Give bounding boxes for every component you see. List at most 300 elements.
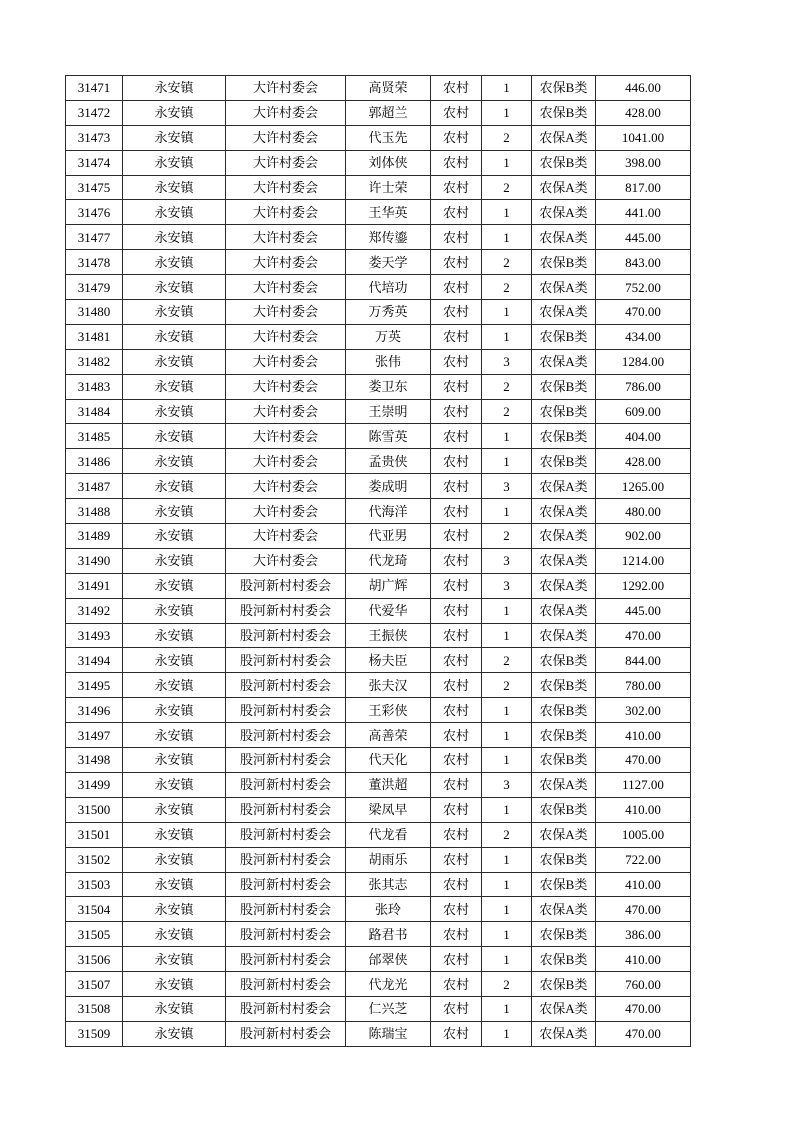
cell-category: 农保B类 bbox=[532, 947, 596, 972]
table-row bbox=[66, 449, 691, 474]
cell-category: 农保B类 bbox=[532, 324, 596, 349]
cell-amount: 1214.00 bbox=[596, 548, 691, 573]
cell-name: 胡广辉 bbox=[346, 573, 431, 598]
cell-name: 代玉先 bbox=[346, 125, 431, 150]
cell-id: 31487 bbox=[66, 474, 123, 499]
cell-id: 31481 bbox=[66, 324, 123, 349]
cell-village: 大许村委会 bbox=[226, 250, 346, 275]
cell-village: 大许村委会 bbox=[226, 324, 346, 349]
cell-count: 1 bbox=[482, 947, 532, 972]
cell-name: 代龙琦 bbox=[346, 548, 431, 573]
cell-town: 永安镇 bbox=[123, 996, 226, 1021]
cell-count: 1 bbox=[482, 872, 532, 897]
table-row bbox=[66, 922, 691, 947]
table-row bbox=[66, 972, 691, 997]
cell-name: 王彩侠 bbox=[346, 698, 431, 723]
table-row bbox=[66, 125, 691, 150]
cell-amount: 1284.00 bbox=[596, 349, 691, 374]
table-row bbox=[66, 424, 691, 449]
cell-category: 农保B类 bbox=[532, 424, 596, 449]
cell-name: 董洪超 bbox=[346, 772, 431, 797]
cell-village: 大许村委会 bbox=[226, 424, 346, 449]
cell-name: 王振侠 bbox=[346, 623, 431, 648]
cell-count: 1 bbox=[482, 698, 532, 723]
cell-name: 郑传鎏 bbox=[346, 225, 431, 250]
table-row bbox=[66, 598, 691, 623]
cell-amount: 410.00 bbox=[596, 797, 691, 822]
cell-type: 农村 bbox=[431, 748, 482, 773]
cell-town: 永安镇 bbox=[123, 200, 226, 225]
cell-amount: 386.00 bbox=[596, 922, 691, 947]
table-row bbox=[66, 947, 691, 972]
cell-town: 永安镇 bbox=[123, 424, 226, 449]
cell-type: 农村 bbox=[431, 100, 482, 125]
cell-name: 胡雨乐 bbox=[346, 847, 431, 872]
cell-amount: 470.00 bbox=[596, 748, 691, 773]
table-row bbox=[66, 275, 691, 300]
cell-amount: 844.00 bbox=[596, 648, 691, 673]
table-row bbox=[66, 648, 691, 673]
cell-town: 永安镇 bbox=[123, 399, 226, 424]
table-row bbox=[66, 76, 691, 101]
cell-village: 大许村委会 bbox=[226, 125, 346, 150]
cell-count: 2 bbox=[482, 822, 532, 847]
cell-amount: 609.00 bbox=[596, 399, 691, 424]
cell-id: 31482 bbox=[66, 349, 123, 374]
cell-id: 31492 bbox=[66, 598, 123, 623]
cell-count: 2 bbox=[482, 399, 532, 424]
cell-village: 大许村委会 bbox=[226, 474, 346, 499]
cell-id: 31493 bbox=[66, 623, 123, 648]
cell-name: 高善荣 bbox=[346, 723, 431, 748]
cell-count: 1 bbox=[482, 797, 532, 822]
cell-category: 农保A类 bbox=[532, 474, 596, 499]
cell-town: 永安镇 bbox=[123, 324, 226, 349]
cell-village: 大许村委会 bbox=[226, 300, 346, 325]
cell-category: 农保A类 bbox=[532, 573, 596, 598]
cell-village: 大许村委会 bbox=[226, 225, 346, 250]
cell-count: 1 bbox=[482, 424, 532, 449]
cell-amount: 760.00 bbox=[596, 972, 691, 997]
table-row bbox=[66, 1021, 691, 1046]
cell-count: 1 bbox=[482, 300, 532, 325]
cell-name: 张夫汉 bbox=[346, 673, 431, 698]
cell-name: 陈雪英 bbox=[346, 424, 431, 449]
cell-id: 31486 bbox=[66, 449, 123, 474]
cell-id: 31474 bbox=[66, 150, 123, 175]
cell-count: 2 bbox=[482, 175, 532, 200]
cell-id: 31499 bbox=[66, 772, 123, 797]
cell-town: 永安镇 bbox=[123, 175, 226, 200]
cell-category: 农保A类 bbox=[532, 349, 596, 374]
cell-count: 2 bbox=[482, 673, 532, 698]
cell-amount: 446.00 bbox=[596, 76, 691, 101]
cell-type: 农村 bbox=[431, 598, 482, 623]
cell-category: 农保B类 bbox=[532, 972, 596, 997]
cell-count: 1 bbox=[482, 449, 532, 474]
cell-category: 农保A类 bbox=[532, 200, 596, 225]
cell-count: 1 bbox=[482, 76, 532, 101]
cell-town: 永安镇 bbox=[123, 125, 226, 150]
cell-amount: 780.00 bbox=[596, 673, 691, 698]
cell-village: 股河新村村委会 bbox=[226, 673, 346, 698]
cell-amount: 786.00 bbox=[596, 374, 691, 399]
cell-amount: 428.00 bbox=[596, 100, 691, 125]
cell-amount: 404.00 bbox=[596, 424, 691, 449]
cell-count: 1 bbox=[482, 200, 532, 225]
cell-category: 农保B类 bbox=[532, 723, 596, 748]
table-row bbox=[66, 897, 691, 922]
cell-name: 张其志 bbox=[346, 872, 431, 897]
cell-name: 孟贵侠 bbox=[346, 449, 431, 474]
cell-name: 高贤荣 bbox=[346, 76, 431, 101]
cell-category: 农保A类 bbox=[532, 125, 596, 150]
cell-id: 31501 bbox=[66, 822, 123, 847]
cell-name: 代培功 bbox=[346, 275, 431, 300]
cell-village: 大许村委会 bbox=[226, 399, 346, 424]
table-row bbox=[66, 623, 691, 648]
table-row bbox=[66, 548, 691, 573]
cell-amount: 441.00 bbox=[596, 200, 691, 225]
table-row bbox=[66, 474, 691, 499]
cell-village: 大许村委会 bbox=[226, 100, 346, 125]
cell-type: 农村 bbox=[431, 723, 482, 748]
cell-count: 2 bbox=[482, 374, 532, 399]
cell-name: 王华英 bbox=[346, 200, 431, 225]
table-row bbox=[66, 748, 691, 773]
cell-count: 1 bbox=[482, 1021, 532, 1046]
cell-town: 永安镇 bbox=[123, 623, 226, 648]
cell-id: 31491 bbox=[66, 573, 123, 598]
cell-type: 农村 bbox=[431, 300, 482, 325]
cell-id: 31477 bbox=[66, 225, 123, 250]
cell-id: 31497 bbox=[66, 723, 123, 748]
cell-id: 31505 bbox=[66, 922, 123, 947]
cell-name: 代爱华 bbox=[346, 598, 431, 623]
cell-type: 农村 bbox=[431, 922, 482, 947]
cell-count: 1 bbox=[482, 723, 532, 748]
cell-town: 永安镇 bbox=[123, 548, 226, 573]
cell-type: 农村 bbox=[431, 822, 482, 847]
cell-type: 农村 bbox=[431, 225, 482, 250]
cell-count: 3 bbox=[482, 573, 532, 598]
cell-name: 邰翠侠 bbox=[346, 947, 431, 972]
cell-town: 永安镇 bbox=[123, 449, 226, 474]
cell-category: 农保A类 bbox=[532, 275, 596, 300]
cell-town: 永安镇 bbox=[123, 723, 226, 748]
cell-village: 股河新村村委会 bbox=[226, 847, 346, 872]
table-row bbox=[66, 847, 691, 872]
cell-id: 31484 bbox=[66, 399, 123, 424]
cell-village: 大许村委会 bbox=[226, 275, 346, 300]
cell-id: 31479 bbox=[66, 275, 123, 300]
cell-count: 1 bbox=[482, 225, 532, 250]
cell-amount: 722.00 bbox=[596, 847, 691, 872]
cell-id: 31502 bbox=[66, 847, 123, 872]
cell-name: 代天化 bbox=[346, 748, 431, 773]
cell-name: 杨夫臣 bbox=[346, 648, 431, 673]
cell-id: 31475 bbox=[66, 175, 123, 200]
cell-type: 农村 bbox=[431, 772, 482, 797]
table-row bbox=[66, 374, 691, 399]
table-row bbox=[66, 225, 691, 250]
cell-village: 股河新村村委会 bbox=[226, 996, 346, 1021]
cell-village: 大许村委会 bbox=[226, 349, 346, 374]
cell-type: 农村 bbox=[431, 673, 482, 698]
cell-town: 永安镇 bbox=[123, 972, 226, 997]
cell-id: 31508 bbox=[66, 996, 123, 1021]
cell-town: 永安镇 bbox=[123, 822, 226, 847]
cell-type: 农村 bbox=[431, 947, 482, 972]
cell-count: 2 bbox=[482, 972, 532, 997]
cell-category: 农保B类 bbox=[532, 150, 596, 175]
cell-id: 31503 bbox=[66, 872, 123, 897]
cell-village: 股河新村村委会 bbox=[226, 897, 346, 922]
cell-town: 永安镇 bbox=[123, 100, 226, 125]
cell-town: 永安镇 bbox=[123, 524, 226, 549]
cell-name: 陈瑞宝 bbox=[346, 1021, 431, 1046]
cell-id: 31490 bbox=[66, 548, 123, 573]
cell-type: 农村 bbox=[431, 573, 482, 598]
cell-id: 31480 bbox=[66, 300, 123, 325]
cell-type: 农村 bbox=[431, 1021, 482, 1046]
table-row bbox=[66, 797, 691, 822]
cell-id: 31473 bbox=[66, 125, 123, 150]
cell-village: 股河新村村委会 bbox=[226, 573, 346, 598]
cell-amount: 843.00 bbox=[596, 250, 691, 275]
cell-amount: 480.00 bbox=[596, 499, 691, 524]
cell-count: 1 bbox=[482, 847, 532, 872]
cell-category: 农保A类 bbox=[532, 548, 596, 573]
cell-amount: 445.00 bbox=[596, 598, 691, 623]
cell-type: 农村 bbox=[431, 349, 482, 374]
cell-count: 2 bbox=[482, 125, 532, 150]
table-row bbox=[66, 250, 691, 275]
cell-village: 大许村委会 bbox=[226, 499, 346, 524]
cell-category: 农保A类 bbox=[532, 598, 596, 623]
cell-town: 永安镇 bbox=[123, 250, 226, 275]
cell-category: 农保B类 bbox=[532, 922, 596, 947]
cell-town: 永安镇 bbox=[123, 1021, 226, 1046]
cell-count: 1 bbox=[482, 499, 532, 524]
table-row bbox=[66, 499, 691, 524]
cell-amount: 410.00 bbox=[596, 947, 691, 972]
table-row bbox=[66, 872, 691, 897]
cell-amount: 470.00 bbox=[596, 1021, 691, 1046]
cell-type: 农村 bbox=[431, 125, 482, 150]
cell-amount: 1292.00 bbox=[596, 573, 691, 598]
cell-town: 永安镇 bbox=[123, 772, 226, 797]
cell-type: 农村 bbox=[431, 897, 482, 922]
cell-id: 31500 bbox=[66, 797, 123, 822]
cell-category: 农保A类 bbox=[532, 996, 596, 1021]
cell-town: 永安镇 bbox=[123, 225, 226, 250]
cell-amount: 428.00 bbox=[596, 449, 691, 474]
table-row bbox=[66, 723, 691, 748]
cell-type: 农村 bbox=[431, 399, 482, 424]
cell-village: 股河新村村委会 bbox=[226, 698, 346, 723]
cell-town: 永安镇 bbox=[123, 673, 226, 698]
cell-category: 农保B类 bbox=[532, 76, 596, 101]
cell-name: 娄成明 bbox=[346, 474, 431, 499]
cell-amount: 410.00 bbox=[596, 723, 691, 748]
cell-category: 农保A类 bbox=[532, 175, 596, 200]
cell-town: 永安镇 bbox=[123, 947, 226, 972]
cell-village: 股河新村村委会 bbox=[226, 972, 346, 997]
cell-name: 娄卫东 bbox=[346, 374, 431, 399]
cell-name: 刘体侠 bbox=[346, 150, 431, 175]
cell-category: 农保A类 bbox=[532, 772, 596, 797]
cell-category: 农保A类 bbox=[532, 524, 596, 549]
cell-amount: 817.00 bbox=[596, 175, 691, 200]
cell-village: 股河新村村委会 bbox=[226, 947, 346, 972]
table-row bbox=[66, 349, 691, 374]
cell-id: 31488 bbox=[66, 499, 123, 524]
cell-village: 股河新村村委会 bbox=[226, 748, 346, 773]
cell-type: 农村 bbox=[431, 847, 482, 872]
cell-count: 1 bbox=[482, 922, 532, 947]
cell-village: 股河新村村委会 bbox=[226, 623, 346, 648]
cell-town: 永安镇 bbox=[123, 922, 226, 947]
cell-count: 1 bbox=[482, 996, 532, 1021]
cell-type: 农村 bbox=[431, 474, 482, 499]
cell-count: 1 bbox=[482, 324, 532, 349]
cell-name: 郭超兰 bbox=[346, 100, 431, 125]
cell-type: 农村 bbox=[431, 698, 482, 723]
cell-category: 农保B类 bbox=[532, 374, 596, 399]
cell-count: 2 bbox=[482, 524, 532, 549]
cell-name: 代龙看 bbox=[346, 822, 431, 847]
cell-village: 股河新村村委会 bbox=[226, 723, 346, 748]
cell-type: 农村 bbox=[431, 996, 482, 1021]
cell-id: 31495 bbox=[66, 673, 123, 698]
cell-name: 路君书 bbox=[346, 922, 431, 947]
cell-category: 农保A类 bbox=[532, 623, 596, 648]
cell-type: 农村 bbox=[431, 200, 482, 225]
cell-name: 张伟 bbox=[346, 349, 431, 374]
cell-count: 1 bbox=[482, 897, 532, 922]
cell-id: 31507 bbox=[66, 972, 123, 997]
cell-amount: 470.00 bbox=[596, 300, 691, 325]
cell-type: 农村 bbox=[431, 797, 482, 822]
cell-amount: 752.00 bbox=[596, 275, 691, 300]
cell-type: 农村 bbox=[431, 250, 482, 275]
cell-type: 农村 bbox=[431, 648, 482, 673]
cell-amount: 1041.00 bbox=[596, 125, 691, 150]
table-body bbox=[66, 76, 691, 1047]
cell-count: 3 bbox=[482, 548, 532, 573]
cell-count: 3 bbox=[482, 349, 532, 374]
cell-count: 3 bbox=[482, 772, 532, 797]
cell-category: 农保B类 bbox=[532, 399, 596, 424]
records-table bbox=[65, 75, 691, 1047]
cell-town: 永安镇 bbox=[123, 150, 226, 175]
cell-town: 永安镇 bbox=[123, 698, 226, 723]
cell-count: 2 bbox=[482, 648, 532, 673]
cell-village: 股河新村村委会 bbox=[226, 648, 346, 673]
cell-village: 大许村委会 bbox=[226, 524, 346, 549]
table-row bbox=[66, 324, 691, 349]
cell-id: 31476 bbox=[66, 200, 123, 225]
cell-type: 农村 bbox=[431, 275, 482, 300]
cell-village: 大许村委会 bbox=[226, 374, 346, 399]
cell-category: 农保B类 bbox=[532, 449, 596, 474]
cell-name: 代海洋 bbox=[346, 499, 431, 524]
cell-amount: 470.00 bbox=[596, 623, 691, 648]
cell-count: 1 bbox=[482, 623, 532, 648]
cell-type: 农村 bbox=[431, 175, 482, 200]
cell-name: 王崇明 bbox=[346, 399, 431, 424]
cell-category: 农保A类 bbox=[532, 897, 596, 922]
cell-town: 永安镇 bbox=[123, 573, 226, 598]
cell-name: 代龙光 bbox=[346, 972, 431, 997]
table-row bbox=[66, 772, 691, 797]
cell-amount: 445.00 bbox=[596, 225, 691, 250]
cell-id: 31506 bbox=[66, 947, 123, 972]
cell-amount: 302.00 bbox=[596, 698, 691, 723]
table-row bbox=[66, 399, 691, 424]
table-row bbox=[66, 996, 691, 1021]
cell-town: 永安镇 bbox=[123, 474, 226, 499]
cell-village: 股河新村村委会 bbox=[226, 797, 346, 822]
cell-village: 大许村委会 bbox=[226, 175, 346, 200]
cell-village: 大许村委会 bbox=[226, 200, 346, 225]
cell-village: 大许村委会 bbox=[226, 150, 346, 175]
cell-amount: 410.00 bbox=[596, 872, 691, 897]
cell-count: 1 bbox=[482, 150, 532, 175]
cell-town: 永安镇 bbox=[123, 598, 226, 623]
cell-village: 股河新村村委会 bbox=[226, 822, 346, 847]
cell-town: 永安镇 bbox=[123, 374, 226, 399]
cell-amount: 434.00 bbox=[596, 324, 691, 349]
cell-amount: 1005.00 bbox=[596, 822, 691, 847]
cell-village: 股河新村村委会 bbox=[226, 1021, 346, 1046]
cell-id: 31478 bbox=[66, 250, 123, 275]
cell-village: 大许村委会 bbox=[226, 449, 346, 474]
cell-type: 农村 bbox=[431, 150, 482, 175]
cell-category: 农保A类 bbox=[532, 1021, 596, 1046]
cell-type: 农村 bbox=[431, 374, 482, 399]
cell-town: 永安镇 bbox=[123, 499, 226, 524]
table-row bbox=[66, 300, 691, 325]
table-row bbox=[66, 200, 691, 225]
cell-category: 农保B类 bbox=[532, 748, 596, 773]
cell-name: 娄天学 bbox=[346, 250, 431, 275]
cell-type: 农村 bbox=[431, 623, 482, 648]
cell-category: 农保B类 bbox=[532, 847, 596, 872]
cell-name: 仁兴芝 bbox=[346, 996, 431, 1021]
cell-amount: 1127.00 bbox=[596, 772, 691, 797]
cell-amount: 470.00 bbox=[596, 996, 691, 1021]
cell-id: 31509 bbox=[66, 1021, 123, 1046]
cell-name: 张玲 bbox=[346, 897, 431, 922]
cell-amount: 1265.00 bbox=[596, 474, 691, 499]
cell-town: 永安镇 bbox=[123, 748, 226, 773]
cell-type: 农村 bbox=[431, 548, 482, 573]
cell-id: 31472 bbox=[66, 100, 123, 125]
cell-name: 梁凤早 bbox=[346, 797, 431, 822]
cell-town: 永安镇 bbox=[123, 648, 226, 673]
table-row bbox=[66, 150, 691, 175]
cell-town: 永安镇 bbox=[123, 300, 226, 325]
cell-id: 31498 bbox=[66, 748, 123, 773]
cell-town: 永安镇 bbox=[123, 76, 226, 101]
cell-town: 永安镇 bbox=[123, 872, 226, 897]
cell-category: 农保A类 bbox=[532, 300, 596, 325]
cell-village: 股河新村村委会 bbox=[226, 872, 346, 897]
table-row bbox=[66, 524, 691, 549]
cell-village: 大许村委会 bbox=[226, 548, 346, 573]
